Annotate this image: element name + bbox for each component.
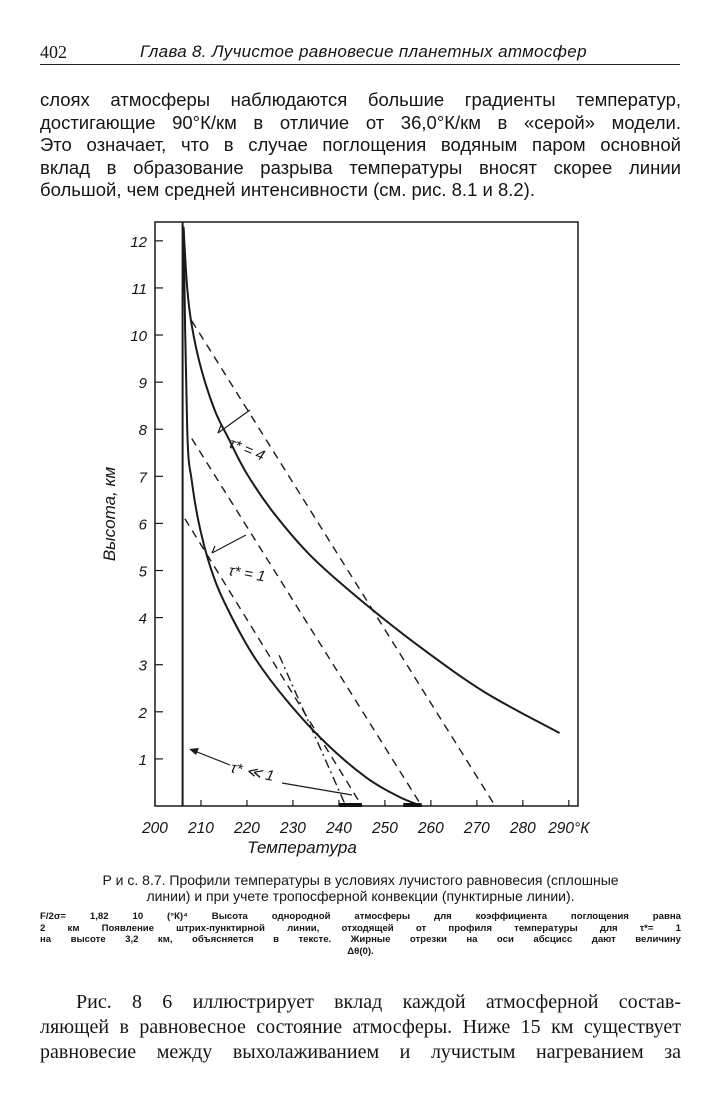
note-line: 2 км Появление штрих-пунктирной линии, отходящей от профиля температуры для τ*= 1	[40, 922, 681, 934]
series-line-dashed	[185, 519, 362, 806]
annotation-bracket	[212, 535, 246, 553]
x-tick-label: 230	[279, 820, 306, 837]
text-line: Рис. 8 6 иллюстрирует вклад каждой атмосферной состав-	[76, 991, 681, 1013]
y-tick-label: 5	[138, 563, 147, 581]
figure-caption	[40, 872, 681, 904]
y-tick-label: 1	[138, 751, 147, 769]
x-tick-label: 280	[509, 820, 536, 837]
y-axis-label: Высота, км	[100, 466, 119, 562]
y-tick-label: 10	[130, 328, 147, 346]
x-axis-label: Температура	[247, 838, 357, 857]
series-line-solid	[184, 227, 560, 733]
series-line-dashdot	[279, 655, 346, 806]
x-tick-label: 290°К	[548, 820, 590, 837]
figure-note	[40, 911, 681, 957]
annotation-tau-1: τ* = 1	[227, 562, 267, 586]
x-tick-label: 240	[325, 820, 352, 837]
y-tick-label: 8	[138, 422, 147, 440]
x-tick-label: 210	[188, 820, 214, 837]
text-line: вклад в образование разрыва температуры вносят скорее линии	[40, 156, 681, 178]
annotation-arrowhead	[189, 748, 199, 755]
x-tick-label: 220	[234, 820, 260, 837]
x-tick-label: 250	[371, 820, 398, 837]
annotation-tau-4: τ* = 4	[226, 434, 268, 465]
text-line: равновесие между выхолаживанием и лучистым нагреванием за	[40, 1041, 681, 1063]
note-line: F/2σ= 1,82 10 (°К)⁴ Высота однородной атмосферы для коэффициента поглощения равна	[40, 911, 681, 922]
y-tick-label: 9	[138, 375, 147, 393]
text-line: большой, чем средней интенсивности (см. рис. 8.1 и 8.2).	[40, 179, 535, 200]
y-tick-label: 7	[138, 469, 147, 487]
running-title: Глава 8. Лучистое равновесие планетных атмосфер	[140, 42, 587, 61]
figure-8-7	[0, 210, 722, 870]
text-line: слоях атмосферы наблюдаются большие градиенты температур,	[40, 89, 681, 110]
note-line: на высоте 3,2 км, объясняется в тексте. Жирные отрезки на оси абсцисс дают величину	[40, 934, 681, 945]
y-tick-label: 11	[131, 280, 147, 298]
paragraph-bottom	[40, 990, 681, 1065]
y-tick-label: 6	[138, 516, 147, 534]
y-tick-label: 4	[138, 610, 147, 628]
temperature-profile-chart	[0, 210, 722, 870]
annotation-tau-small: τ* ≪ 1	[229, 759, 276, 786]
caption-line: линии) и при учете тропосферной конвекции (пунктирные линии).	[146, 888, 575, 904]
annotation-leader	[282, 783, 352, 795]
y-tick-label: 2	[138, 704, 147, 722]
y-tick-label: 12	[130, 233, 147, 251]
paragraph-top	[40, 89, 681, 202]
text-line: ляющей в равновесное состояние атмосферы. Ниже 15 км существует	[40, 1016, 681, 1038]
y-tick-label: 3	[138, 657, 147, 675]
annotation-bracket	[218, 410, 250, 433]
running-header	[40, 40, 680, 65]
x-tick-label: 260	[417, 820, 444, 837]
caption-line: Р и с. 8.7. Профили температуры в условиях лучистого равновесия (сплошные	[102, 872, 619, 888]
note-line: Δθ(0).	[347, 945, 374, 957]
text-line: Это означает, что в случае поглощения водяным паром основной	[40, 134, 681, 155]
text-line: достигающие 90°К/км в отличие от 36,0°К/км в «серой» модели.	[40, 111, 681, 133]
x-tick-label: 270	[463, 820, 490, 837]
x-tick-label: 200	[142, 820, 168, 837]
series-line-solid	[184, 227, 422, 806]
annotation-arrow	[192, 750, 230, 765]
page-number: 402	[40, 42, 67, 62]
